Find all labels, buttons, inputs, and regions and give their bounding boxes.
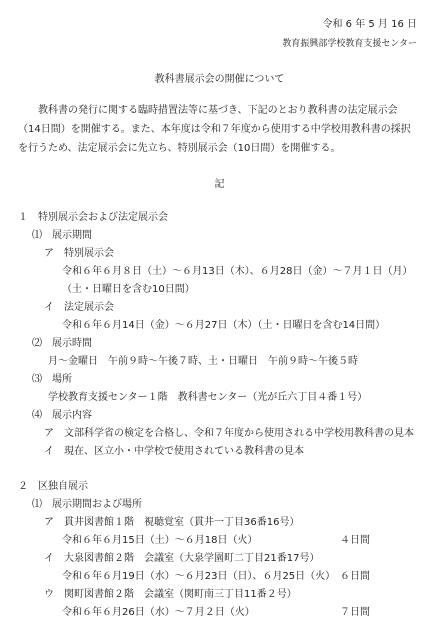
venue-a: ア 貫井図書館１階 視聴覚室（貫井一丁目36番16号）	[44, 517, 300, 528]
legal-exhibition-label: イ 法定展示会	[44, 302, 114, 313]
document-title: 教科書展示会の開催について	[154, 74, 285, 85]
content-label: ⑷ 展示内容	[32, 410, 92, 421]
place-line: 学校教育支援センター１階 教科書センター（光が丘六丁目４番１号）	[48, 392, 368, 403]
special-exhibition-label: ア 特別展示会	[44, 248, 114, 259]
venue-i: イ 大泉図書館２階 会議室（大泉学園町二丁目21番17号）	[44, 553, 320, 564]
venue-i-days: ６日間	[340, 571, 370, 582]
hours-label: ⑵ 展示時間	[32, 338, 92, 349]
venue-u-days: ７日間	[340, 607, 370, 618]
venue-i-dates: 令和６年６月19日（水）～６月23日（日）、６月25日（火）	[62, 571, 336, 582]
venue-a-days: ４日間	[340, 535, 370, 546]
hours-line: 月～金曜日 午前９時～午後７時、土・日曜日 午前９時～午後５時	[48, 356, 358, 367]
place-label: ⑶ 場所	[32, 374, 72, 385]
special-exhibition-dates: 令和６年６月８日（土）～６月13日（木）、６月28日（金）～７月１日（月）	[62, 266, 413, 277]
special-exhibition-note: （土・日曜日を含む10日間）	[62, 284, 195, 295]
section-2-heading: ２ 区独自展示	[18, 481, 88, 492]
legal-exhibition-dates: 令和６年６月14日（金）～６月27日（木）（土・日曜日を含む14日間）	[62, 320, 386, 331]
venue-a-dates: 令和６年６月15日（土）～６月18日（火）	[62, 535, 258, 546]
issuing-department: 教育振興部学校教育支援センター	[282, 39, 417, 49]
venue-u: ウ 関町図書館２階 会議室（関町南三丁目11番２号）	[44, 589, 297, 600]
period-label: ⑴ 展示期間	[32, 230, 92, 241]
content-item-a: ア 文部科学省の検定を合格し、令和７年度から使用される中学校用教科書の見本	[44, 428, 414, 439]
venue-u-dates: 令和６年６月26日（水）～７月２日（火）	[62, 607, 255, 618]
content-item-i: イ 現在、区立小・中学校で使用されている教科書の見本	[44, 446, 304, 457]
period-place-label: ⑴ 展示期間および場所	[32, 499, 142, 510]
ki-marker: 記	[214, 179, 225, 190]
document-date: 令和 6 年 5 月 16 日	[322, 19, 417, 30]
intro-paragraph: 教科書の発行に関する臨時措置法等に基づき、下記のとおり教科書の法定展示会（14日間）を開催する。また、本年度は令和７年度から使用する中学校用教科書の採択を行うため、法定展示会に先立ち、特別展示会（10日間）を開催する。	[18, 105, 411, 154]
section-1-heading: １ 特別展示会および法定展示会	[18, 212, 168, 223]
